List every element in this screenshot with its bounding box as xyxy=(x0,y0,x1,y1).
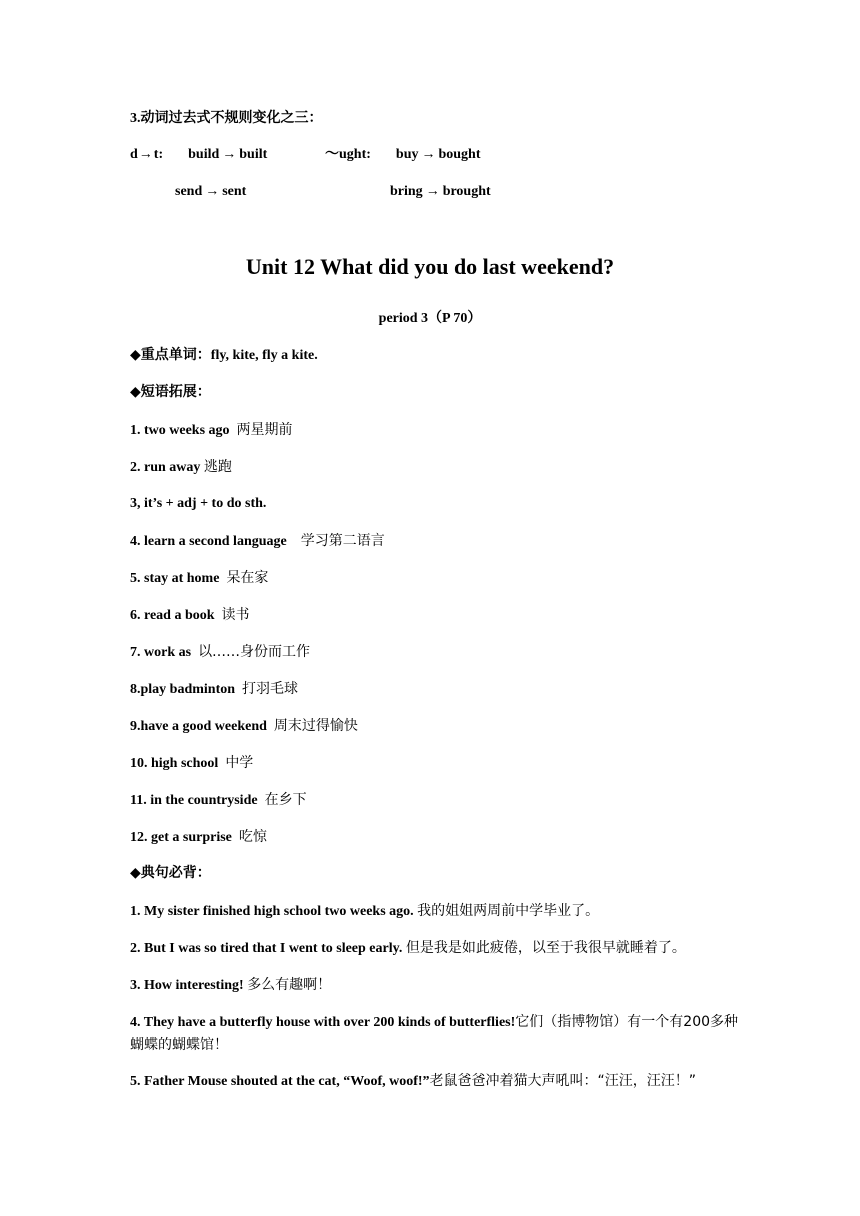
key-words-label: ◆重点单词： xyxy=(130,348,211,363)
phrase-item: 11. in the countryside 在乡下 xyxy=(130,792,307,808)
phrase-item: 8.play badminton 打羽毛球 xyxy=(130,681,299,697)
word-bought: bought xyxy=(438,147,481,162)
ught-label: ～ught: xyxy=(325,147,371,162)
phrase-item: 9.have a good weekend 周末过得愉快 xyxy=(130,718,358,734)
word-buy: buy xyxy=(395,147,419,162)
phrase-item: 4. learn a second language 学习第二语言 xyxy=(130,533,385,549)
rule-row-2-left xyxy=(175,183,246,201)
phrase-item: 2. run away 逃跑 xyxy=(130,459,232,475)
sentence-item: 4. They have a butterfly house with over 200 kinds of butterflies!它们（指博物馆）有一个有200多种蝴蝶的蝴蝶馆！ xyxy=(130,1014,739,1053)
phrase-item: 5. stay at home 呆在家 xyxy=(130,570,269,586)
word-built: built xyxy=(239,147,268,162)
rule-d-label: d xyxy=(130,147,138,162)
arrow-icon: → xyxy=(421,147,436,162)
period-label: period 3（P 70） xyxy=(378,311,482,326)
arrow-icon: → xyxy=(425,184,440,199)
key-words xyxy=(130,347,318,365)
sentences-label: ◆典句必背： xyxy=(130,866,211,881)
phrase-item: 12. get a surprise 吃惊 xyxy=(130,829,267,845)
arrow-icon: → xyxy=(205,184,220,199)
word-send: send xyxy=(175,184,203,199)
sentence-item: 3. How interesting! 多么有趣啊！ xyxy=(130,977,332,993)
rule-t-label: t: xyxy=(153,147,164,162)
arrow-icon: → xyxy=(138,147,153,162)
word-sent: sent xyxy=(222,184,247,199)
phrase-item: 7. work as 以……身份而工作 xyxy=(130,644,311,660)
rule-row-1 xyxy=(130,146,267,164)
phrase-item: 10. high school 中学 xyxy=(130,755,254,771)
word-build: build xyxy=(188,147,220,162)
phrase-item: 1. two weeks ago 两星期前 xyxy=(130,422,293,438)
sentence-item: 1. My sister finished high school two weeks ago. 我的姐姐两周前中学毕业了。 xyxy=(130,903,600,919)
sentence-item: 5. Father Mouse shouted at the cat, “Woof, woof!”老鼠爸爸冲着猫大声吼叫：“汪汪，汪汪！” xyxy=(130,1073,697,1089)
word-bring: bring xyxy=(390,184,423,199)
phrase-item: 3, it’s + adj + to do sth. xyxy=(130,496,267,511)
rule-row-2-right xyxy=(390,183,491,201)
sentence-item: 2. But I was so tired that I went to sleep early. 但是我是如此疲倦，以至于我很早就睡着了。 xyxy=(130,940,686,956)
rule-ught xyxy=(325,146,481,164)
word-brought: brought xyxy=(442,184,491,199)
section-3-title: 3.动词过去式不规则变化之三： xyxy=(130,111,323,126)
key-words-list: fly, kite, fly a kite. xyxy=(210,348,318,363)
unit-title: Unit 12 What did you do last weekend? xyxy=(245,254,615,279)
phrases-label: ◆短语拓展： xyxy=(130,385,211,400)
arrow-icon: → xyxy=(222,147,237,162)
phrase-item: 6. read a book 读书 xyxy=(130,607,250,623)
